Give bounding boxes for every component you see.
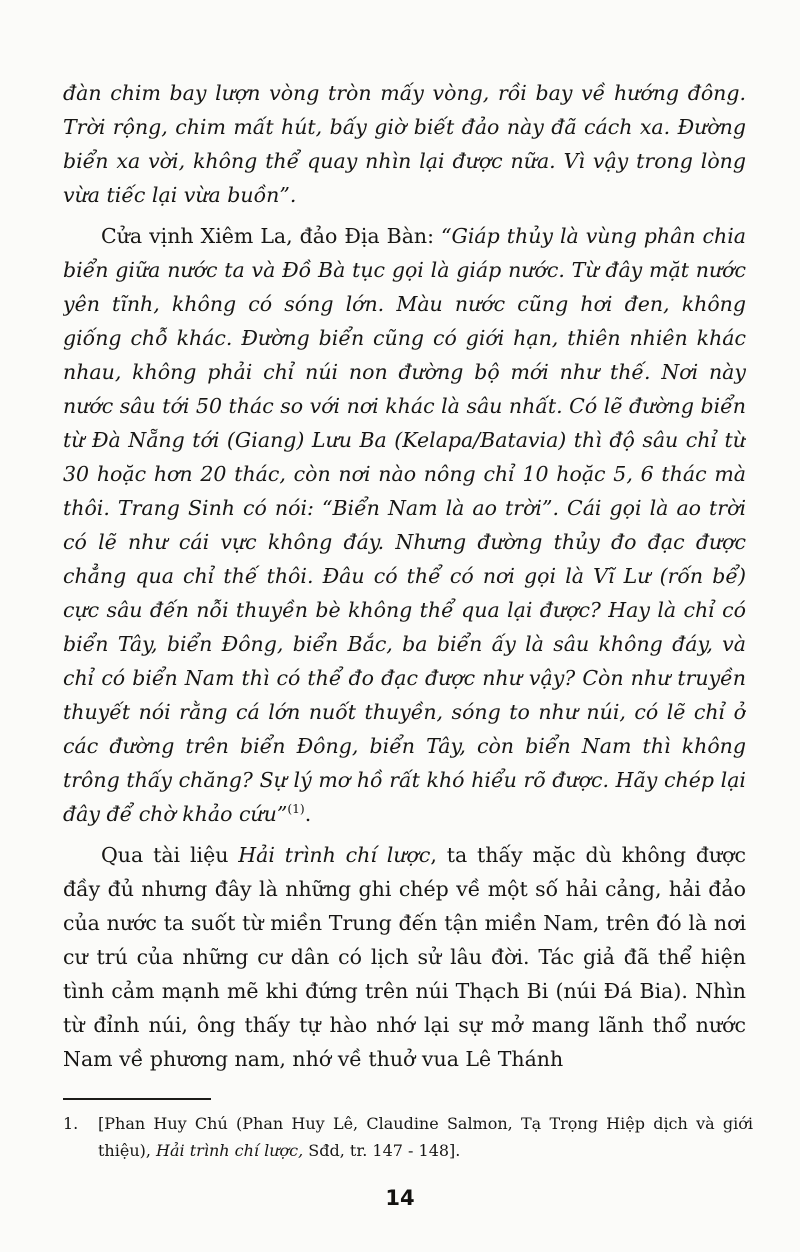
paragraph-opening-continuation (63, 76, 746, 212)
sentence-terminator: . (304, 802, 312, 826)
footnote-divider (63, 1098, 211, 1100)
paragraph-xiem-la-quote (63, 219, 746, 831)
footnote-marker: 1. (63, 1114, 79, 1133)
quoted-passage: “Giáp thủy là vùng phân chia biển giữa nước ta và Đồ Bà tục gọi là giáp nước. Từ đây mặt nước yên tĩnh, không có sóng lớn. Màu nước cũng hơi đen, không giống chỗ khác. Đường biển cũng có giới hạn, thiên nhiên khác nhau, không phải chỉ núi non đường bộ mới như thế. Nơi này nước sâu tới 50 thác so với nơi khác là sâu nhất. Có lẽ đường biển từ Đà Nẵng tới (Giang) Lưu Ba (Kelapa/Batavia) thì độ sâu chỉ từ 30 hoặc hơn 20 thác, còn nơi nào nông chỉ 10 hoặc 5, 6 thác mà thôi. Trang Sinh có nói: “Biển Nam là ao trời”. Cái gọi là ao trời có lẽ như cái vực không đáy. Nhưng đường thủy đo đạc được chẳng qua chỉ thế thôi. Đâu có thể có nơi gọi là Vĩ Lư (rốn bể) cực sâu đến nỗi thuyền bè không thể qua lại được? Hay là chỉ có biển Tây, biển Đông, biển Bắc, ba biển ấy là sâu không đáy, và chỉ có biển Nam thì có thể đo đạc được như vậy? Còn như truyền thuyết nói rằng cá lớn nuốt thuyền, sóng to như núi, có lẽ chỉ ở các đường trên biển Đông, biển Tây, còn biển Nam thì không trông thấy chăng? Sự lý mơ hồ rất khó hiểu rõ được. Hãy chép lại đây để chờ khảo cứu” (63, 224, 746, 826)
footnote-area (63, 1098, 753, 1164)
page-body (63, 76, 746, 1083)
paragraph-lead-text: Cửa vịnh Xiêm La, đảo Địa Bàn: (101, 224, 442, 248)
footnote (63, 1110, 753, 1164)
footnote-citation: Sđd, tr. 147 - 148]. (303, 1141, 461, 1160)
page-number: 14 (385, 1186, 415, 1210)
paragraph-text: Qua tài liệu (101, 843, 239, 867)
book-title: Hải trình chí lược, (156, 1141, 304, 1160)
footnote-reference: (1) (287, 802, 305, 817)
footnote-citation: [Phan Huy Chú (Phan Huy Lê, Claudine Salmon, Tạ Trọng Hiệp dịch và giới thiệu), (98, 1114, 753, 1160)
paragraph-commentary (63, 838, 746, 1076)
paragraph-text: đàn chim bay lượn vòng tròn mấy vòng, rồi bay về hướng đông. Trời rộng, chim mất hút, bấy giờ biết đảo này đã cách xa. Đường biển xa vời, không thể quay nhìn lại được nữa. Vì vậy trong lòng vừa tiếc lại vừa buồn”. (63, 81, 746, 207)
paragraph-text: , ta thấy mặc dù không được đầy đủ nhưng đây là những ghi chép về một số hải cảng, hải đảo của nước ta suốt từ miền Trung đến tận miền Nam, trên đó là nơi cư trú của những cư dân có lịch sử lâu đời. Tác giả đã thể hiện tình cảm mạnh mẽ khi đứng trên núi Thạch Bi (núi Đá Bia). Nhìn từ đỉnh núi, ông thấy tự hào nhớ lại sự mở mang lãnh thổ nước Nam về phương nam, nhớ về thuở vua Lê Thánh (63, 843, 746, 1071)
footnote-text (98, 1110, 753, 1164)
book-title: Hải trình chí lược (238, 843, 431, 867)
